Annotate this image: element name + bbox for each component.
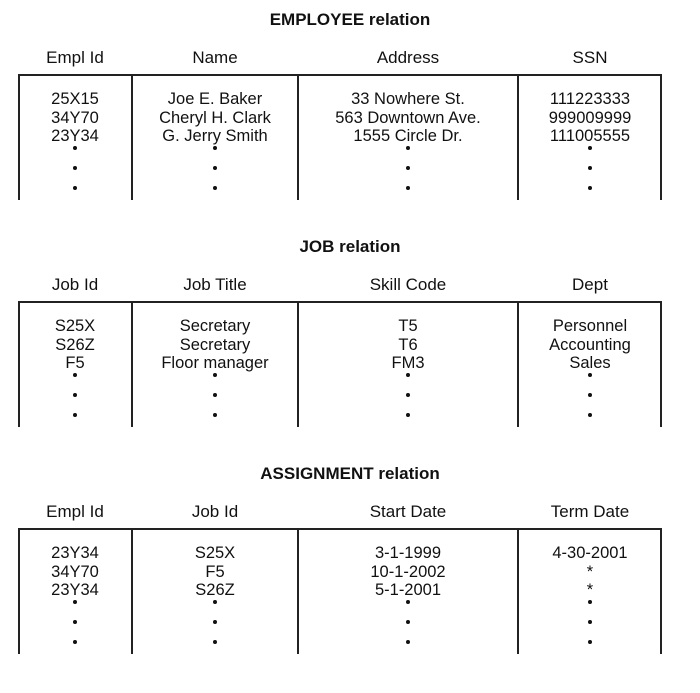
table-column xyxy=(18,544,132,600)
table-cell: Secretary xyxy=(179,317,251,335)
column-header: Job Title xyxy=(183,275,247,294)
table-cell: 111223333 xyxy=(549,90,631,108)
column-header: Start Date xyxy=(369,502,447,521)
table-column xyxy=(518,317,662,373)
table-cell: 34Y70 xyxy=(51,108,99,127)
table-cell: 25X15 xyxy=(51,90,99,108)
column-header: Address xyxy=(376,48,440,67)
table-frame xyxy=(18,301,662,427)
table-cell: 33 Nowhere St. xyxy=(351,90,465,108)
table-column xyxy=(518,90,662,146)
table-cell: T5 xyxy=(398,317,418,335)
table-column xyxy=(18,90,132,146)
table-column xyxy=(298,544,518,600)
table-cell: Personnel xyxy=(552,317,628,335)
table-cell: 563 Downtown Ave. xyxy=(335,108,481,127)
table-cell: 4-30-2001 xyxy=(552,544,628,562)
continuation-dots xyxy=(518,600,662,660)
continuation-dots xyxy=(132,600,298,660)
table-cell: 3-1-1999 xyxy=(374,544,442,562)
column-header: Job Id xyxy=(191,502,239,521)
table-cell: G. Jerry Smith xyxy=(162,127,268,145)
table-cell: 1555 Circle Dr. xyxy=(353,127,463,145)
column-header: SSN xyxy=(572,48,608,67)
table-cell: Sales xyxy=(569,354,611,372)
column-header: Skill Code xyxy=(369,275,447,294)
table-column xyxy=(18,317,132,373)
table-cell: FM3 xyxy=(391,354,425,372)
table-cell: Joe E. Baker xyxy=(167,90,263,108)
continuation-dots xyxy=(518,146,662,206)
continuation-dots xyxy=(132,146,298,206)
table-cell: F5 xyxy=(205,562,225,581)
table-cell: S26Z xyxy=(55,335,95,354)
continuation-dots xyxy=(18,146,132,206)
table-cell: 34Y70 xyxy=(51,562,99,581)
table-cell: 999009999 xyxy=(548,108,632,127)
table-frame xyxy=(18,528,662,654)
table-column xyxy=(298,90,518,146)
table-frame xyxy=(18,74,662,200)
table-cell: 111005555 xyxy=(549,127,631,145)
table-cell: F5 xyxy=(65,354,85,372)
table-cell: S26Z xyxy=(195,581,235,599)
table-cell: 10-1-2002 xyxy=(370,562,446,581)
column-header: Empl Id xyxy=(46,48,104,67)
table-cell: Accounting xyxy=(549,335,631,354)
table-cell: 5-1-2001 xyxy=(374,581,442,599)
continuation-dots xyxy=(298,146,518,206)
relation-title: EMPLOYEE relation xyxy=(269,10,431,29)
column-header: Empl Id xyxy=(46,502,104,521)
column-header: Term Date xyxy=(550,502,630,521)
table-column xyxy=(132,90,298,146)
table-column xyxy=(132,544,298,600)
table-column xyxy=(518,544,662,600)
column-header: Job Id xyxy=(51,275,99,294)
continuation-dots xyxy=(18,373,132,433)
continuation-dots xyxy=(298,373,518,433)
table-cell: Floor manager xyxy=(161,354,269,372)
table-cell: S25X xyxy=(54,317,96,335)
table-cell: * xyxy=(586,581,594,599)
table-column xyxy=(132,317,298,373)
table-cell: S25X xyxy=(194,544,236,562)
table-cell: T6 xyxy=(398,335,418,354)
relation-title: ASSIGNMENT relation xyxy=(260,464,440,483)
table-cell: 23Y34 xyxy=(51,544,99,562)
relation-title: JOB relation xyxy=(299,237,401,256)
table-column xyxy=(298,317,518,373)
table-cell: * xyxy=(586,562,594,581)
column-header: Dept xyxy=(572,275,608,294)
column-header: Name xyxy=(192,48,238,67)
continuation-dots xyxy=(132,373,298,433)
continuation-dots xyxy=(18,600,132,660)
table-cell: Cheryl H. Clark xyxy=(159,108,271,127)
table-cell: 23Y34 xyxy=(51,127,99,145)
continuation-dots xyxy=(518,373,662,433)
table-cell: Secretary xyxy=(179,335,251,354)
table-cell: 23Y34 xyxy=(51,581,99,599)
continuation-dots xyxy=(298,600,518,660)
